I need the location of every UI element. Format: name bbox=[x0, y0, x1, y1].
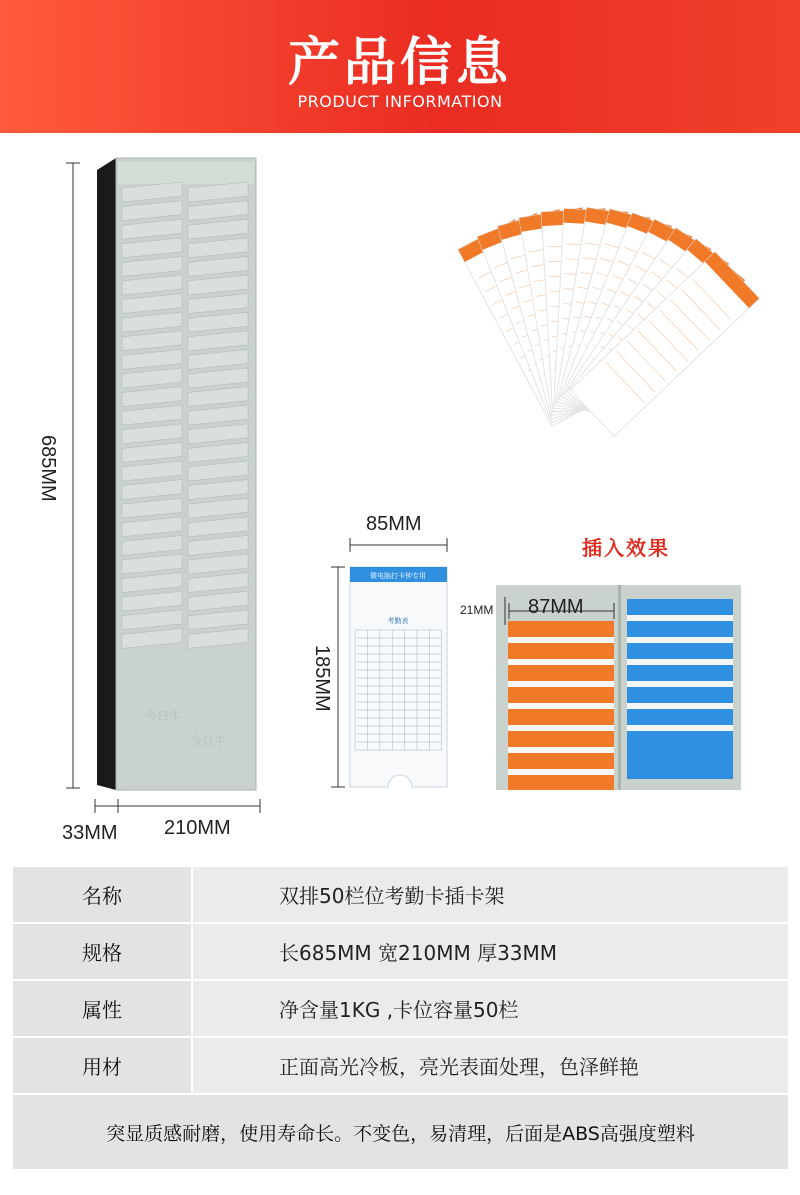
rack-watermark-1: 今日牛 bbox=[145, 709, 182, 723]
slot-width-dimension-label: 87MM bbox=[528, 596, 584, 618]
card-height-dimension-label: 185MM bbox=[311, 645, 333, 712]
spec-key: 用材 bbox=[13, 1038, 193, 1093]
spec-key: 规格 bbox=[13, 924, 193, 979]
spec-table bbox=[13, 867, 788, 1169]
width-dimension-line bbox=[95, 799, 260, 813]
fanned-attendance-cards-image bbox=[395, 185, 780, 455]
page-subtitle: PRODUCT INFORMATION bbox=[297, 92, 503, 111]
width-dimension-label: 210MM bbox=[164, 817, 231, 839]
thickness-dimension-label: 33MM bbox=[62, 822, 118, 844]
spec-row-name bbox=[13, 867, 788, 924]
spec-row-material bbox=[13, 1038, 788, 1095]
spec-row-property bbox=[13, 981, 788, 1038]
spec-row-size bbox=[13, 924, 788, 981]
page-title: 产品信息 bbox=[287, 33, 512, 93]
card-brand-text: 微电脑打卡钟专用 bbox=[370, 572, 426, 580]
header-banner bbox=[0, 0, 800, 133]
card-title-text: 考勤表 bbox=[387, 617, 409, 625]
insert-effect-label: 插入效果 bbox=[582, 536, 670, 560]
spec-value: 长685MM 宽210MM 厚33MM bbox=[193, 924, 788, 979]
height-dimension-label: 685MM bbox=[37, 435, 59, 502]
card-width-dimension-label: 85MM bbox=[366, 513, 422, 535]
spec-value: 正面高光冷板，亮光表面处理，色泽鲜艳 bbox=[193, 1038, 788, 1093]
single-attendance-card-image bbox=[310, 535, 470, 795]
spec-key: 属性 bbox=[13, 981, 193, 1036]
spec-value: 净含量1KG ,卡位容量50栏 bbox=[193, 981, 788, 1036]
spec-value: 双排50栏位考勤卡插卡架 bbox=[193, 867, 788, 922]
slot-height-dimension-label: 21MM bbox=[460, 603, 494, 617]
height-dimension-line bbox=[66, 163, 80, 788]
rack-watermark-2: 今日牛 bbox=[190, 734, 227, 748]
footer-note: 突显质感耐磨，使用寿命长。不变色，易清理，后面是ABS高强度塑料 bbox=[13, 1095, 788, 1169]
spec-key: 名称 bbox=[13, 867, 193, 922]
